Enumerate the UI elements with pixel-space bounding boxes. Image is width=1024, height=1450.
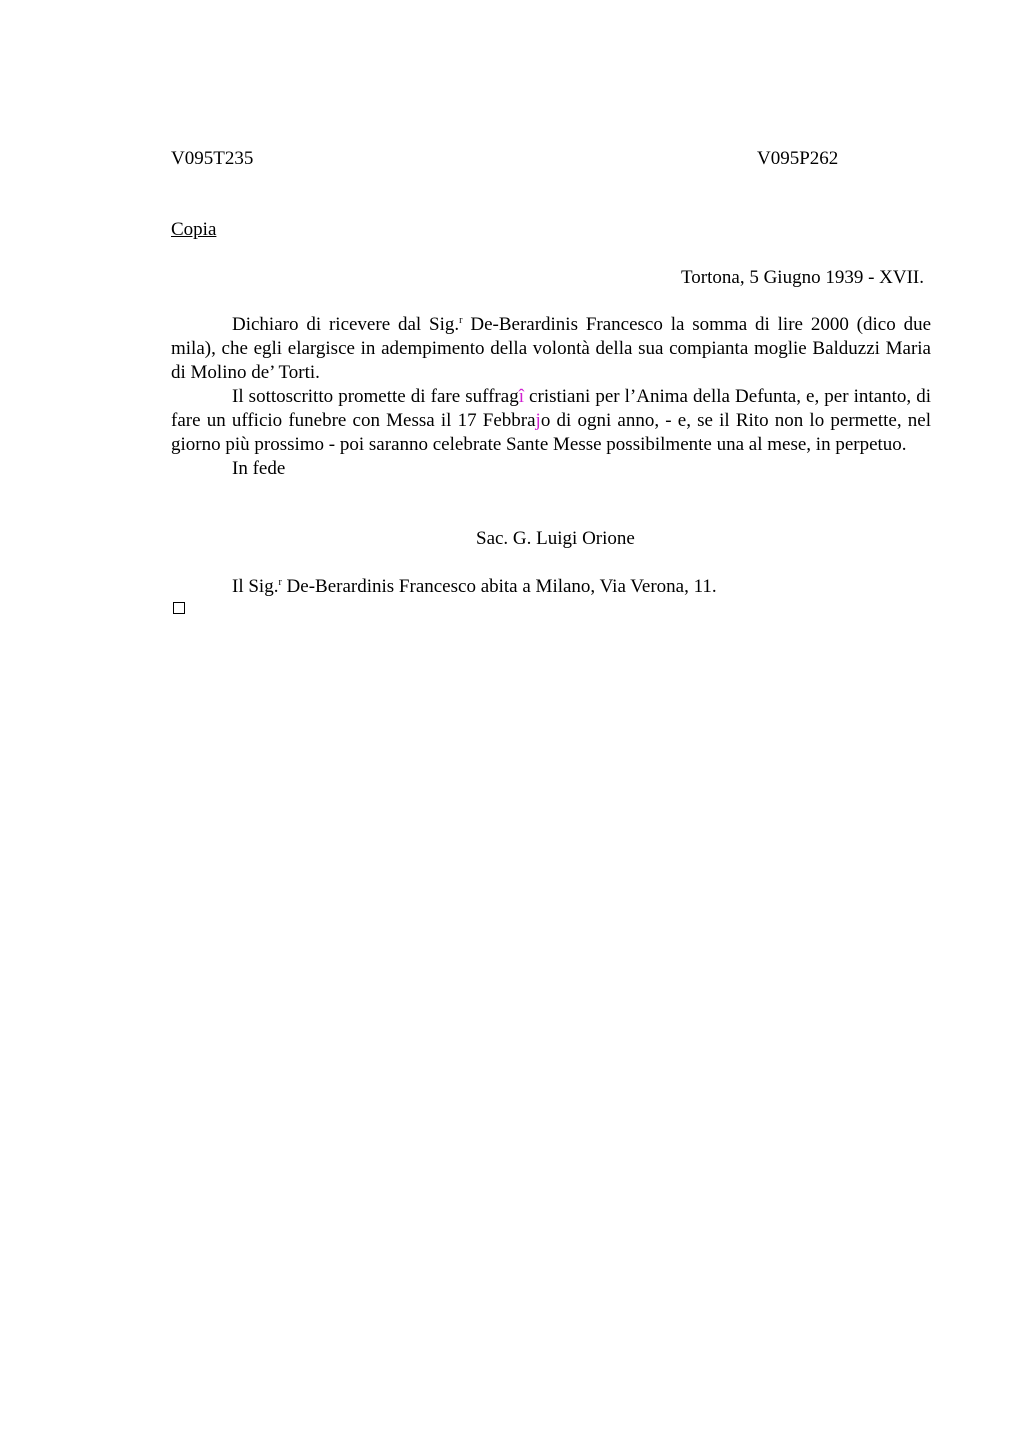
highlighted-char-j: j: [535, 410, 541, 431]
paragraph-promise-text-3: o di ogni anno, - e, se il Rito non lo permette, nel giorno più prossimo - poi saranno celebrate Sante Messe possibilmente una al mese, in perpetuo.: [171, 410, 931, 455]
document-date: Tortona, 5 Giugno 1939 - XVII.: [681, 267, 924, 288]
paragraph-promise-text-1: Il sottoscritto promette di fare suffrag: [232, 386, 519, 407]
address-superscript-r: r: [278, 577, 282, 588]
address-text-2: De-Berardinis Francesco abita a Milano, Via Verona, 11.: [281, 576, 717, 597]
document-body: [171, 313, 931, 481]
address-text-1: Il Sig.: [232, 576, 279, 597]
highlighted-char-i: î: [518, 386, 524, 407]
address-note: [232, 575, 717, 599]
paragraph-promise: [171, 385, 931, 457]
paragraph-receipt: [171, 313, 931, 385]
paragraph-receipt-text-2: De-Berardinis Francesco la somma di lire 2000 (dico due mila), che egli elargisce in adempimento della volontà della sua compianta moglie Balduzzi Maria di Molino de’ Torti.: [171, 314, 932, 383]
document-title: Copia: [171, 219, 217, 240]
checkbox-square-icon: [173, 602, 185, 614]
superscript-r: r: [459, 315, 463, 326]
document-code-left: V095T235: [171, 148, 254, 169]
paragraph-promise-text-2: cristiani per l’Anima della Defunta, e, per intanto, di fare un ufficio funebre con Messa il 17 Febbra: [171, 386, 932, 431]
document-code-right: V095P262: [757, 148, 839, 169]
closing-text: In fede: [232, 458, 286, 479]
paragraph-receipt-text-1: Dichiaro di ricevere dal Sig.: [232, 314, 460, 335]
signature: Sac. G. Luigi Orione: [476, 528, 635, 549]
